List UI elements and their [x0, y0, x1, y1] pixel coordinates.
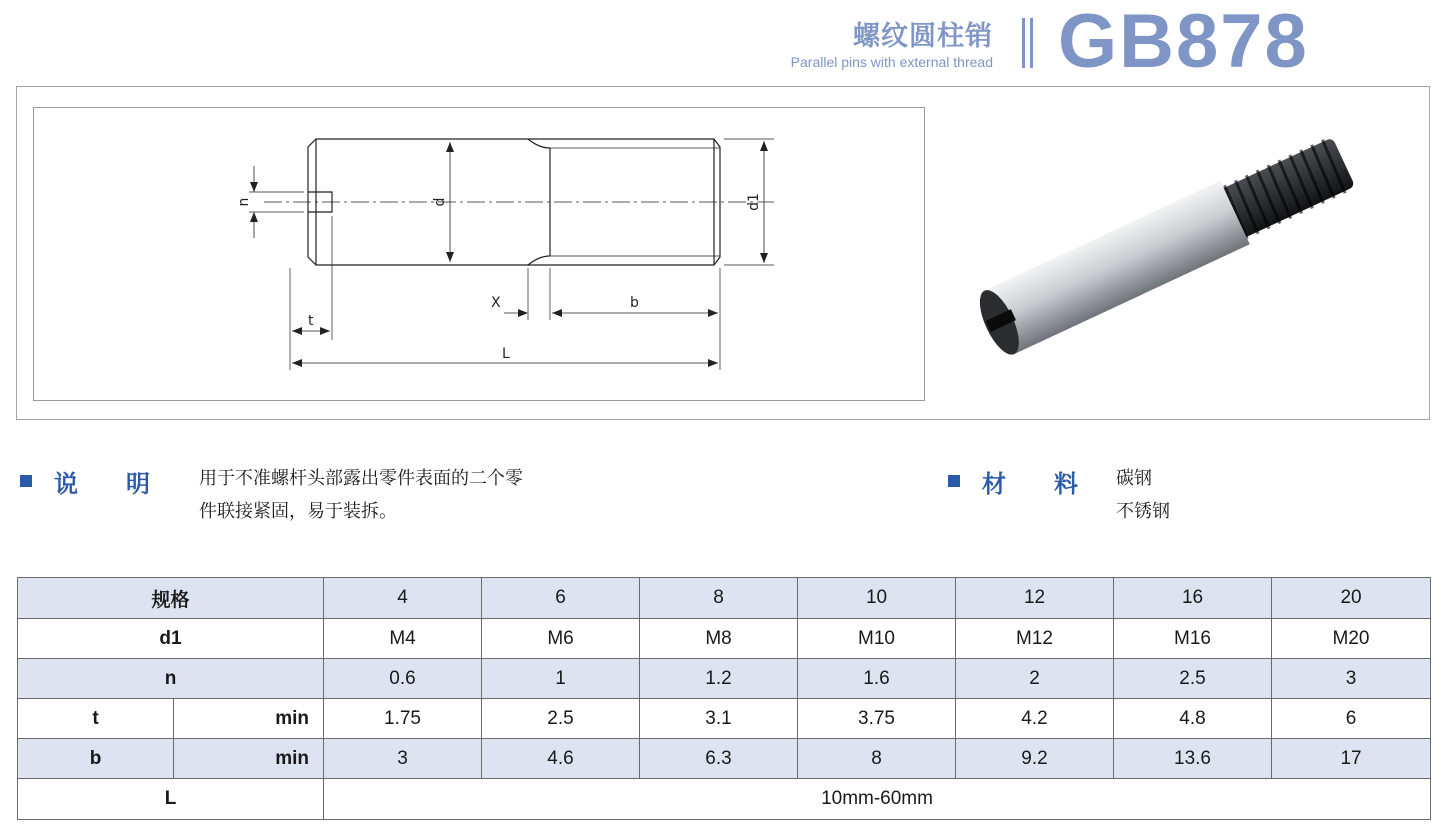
label-l: L [502, 346, 510, 362]
row-label: d1 [18, 619, 324, 659]
standard-code: GB878 [1058, 0, 1309, 84]
material-text [1116, 462, 1170, 528]
table-cell: 3.75 [798, 699, 956, 739]
spec-table [17, 577, 1431, 820]
table-cell: M6 [482, 619, 640, 659]
table-row [18, 739, 1431, 779]
table-cell: M8 [640, 619, 798, 659]
table-cell: 6 [1272, 699, 1431, 739]
material-line-2: 不锈钢 [1116, 501, 1170, 522]
label-t: t [308, 313, 314, 329]
table-row [18, 659, 1431, 699]
description-bullet [20, 475, 32, 487]
table-row [18, 779, 1431, 820]
table-cell: 8 [640, 578, 798, 619]
table-cell: 1.2 [640, 659, 798, 699]
label-d: d [432, 197, 448, 207]
table-cell: 2.5 [1114, 659, 1272, 699]
row-label: L [18, 779, 324, 820]
table-cell: M16 [1114, 619, 1272, 659]
length-range: 10mm-60mm [324, 779, 1431, 820]
table-cell: 6.3 [640, 739, 798, 779]
material-bullet [948, 475, 960, 487]
thread-start-top [528, 139, 550, 148]
header-divider [1022, 18, 1034, 68]
technical-drawing [33, 107, 925, 401]
description-line-2: 件联接紧固，易于装拆。 [199, 501, 397, 522]
table-row [18, 619, 1431, 659]
table-cell: 1 [482, 659, 640, 699]
illustration-panel [16, 86, 1430, 420]
title-cn: 螺纹圆柱销 [853, 21, 993, 52]
table-cell: 3 [324, 739, 482, 779]
table-cell: M10 [798, 619, 956, 659]
description-text [199, 462, 523, 528]
table-cell: 16 [1114, 578, 1272, 619]
spec-label: 规格 [18, 578, 324, 619]
table-cell: 4.8 [1114, 699, 1272, 739]
description-heading: 说 明 [54, 470, 150, 498]
table-cell: 2 [956, 659, 1114, 699]
pin-photo [942, 123, 1402, 367]
description-line-1: 用于不准螺杆头部露出零件表面的二个零 [199, 468, 523, 489]
row-label: b [18, 739, 174, 779]
table-cell: M12 [956, 619, 1114, 659]
table-cell: 8 [798, 739, 956, 779]
table-cell: 13.6 [1114, 739, 1272, 779]
material-line-1: 碳钢 [1116, 468, 1152, 489]
material-heading: 材 料 [982, 470, 1078, 498]
table-cell: 17 [1272, 739, 1431, 779]
table-cell: 1.6 [798, 659, 956, 699]
table-cell: 3.1 [640, 699, 798, 739]
pin-drawing-svg [34, 108, 924, 400]
table-cell: 10 [798, 578, 956, 619]
table-row [18, 699, 1431, 739]
table-cell: 9.2 [956, 739, 1114, 779]
row-sublabel: min [174, 699, 324, 739]
row-label: n [18, 659, 324, 699]
table-cell: 6 [482, 578, 640, 619]
pin-body [985, 181, 1250, 354]
table-cell: 12 [956, 578, 1114, 619]
pin-photo-svg [942, 123, 1402, 363]
label-x: X [491, 295, 501, 311]
label-d1: d1 [746, 193, 762, 211]
row-sublabel: min [174, 739, 324, 779]
table-cell: 4.6 [482, 739, 640, 779]
table-cell: 20 [1272, 578, 1431, 619]
row-label: t [18, 699, 174, 739]
table-cell: M20 [1272, 619, 1431, 659]
label-b: b [630, 295, 639, 311]
table-row [18, 578, 1431, 619]
table-cell: 1.75 [324, 699, 482, 739]
thread-start-bottom [528, 256, 550, 265]
table-cell: M4 [324, 619, 482, 659]
table-cell: 4 [324, 578, 482, 619]
table-cell: 4.2 [956, 699, 1114, 739]
table-cell: 3 [1272, 659, 1431, 699]
title-en: Parallel pins with external thread [790, 54, 993, 70]
label-n: n [236, 197, 252, 207]
table-cell: 2.5 [482, 699, 640, 739]
table-cell: 0.6 [324, 659, 482, 699]
